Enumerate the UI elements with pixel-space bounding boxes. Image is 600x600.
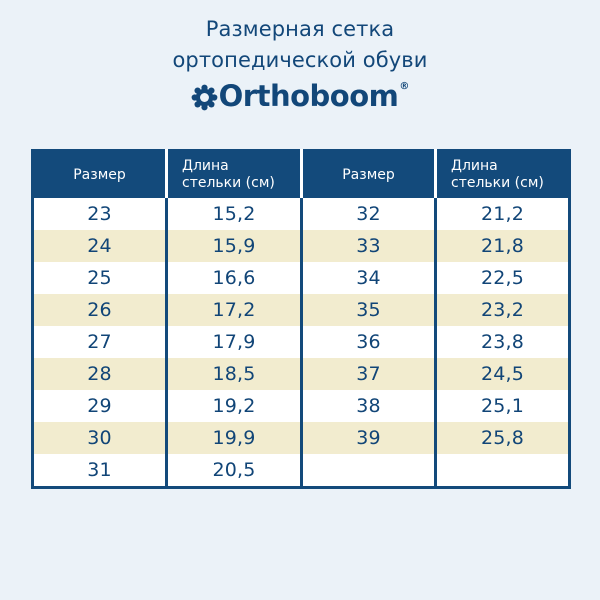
insole-length-cell: 22,5 — [436, 262, 570, 294]
table-row — [33, 230, 570, 262]
table-row — [33, 294, 570, 326]
header-size-left — [33, 151, 167, 199]
flower-logo-icon — [191, 84, 218, 111]
title-line-2: ортопедической обуви — [172, 48, 428, 72]
size-cell: 30 — [33, 422, 167, 454]
header-insole-left-line1: Длина — [182, 158, 229, 174]
size-cell: 32 — [302, 198, 436, 230]
size-cell: 35 — [302, 294, 436, 326]
table-row — [33, 326, 570, 358]
size-cell: 25 — [33, 262, 167, 294]
insole-length-cell: 18,5 — [167, 358, 302, 390]
size-cell: 28 — [33, 358, 167, 390]
insole-length-cell: 16,6 — [167, 262, 302, 294]
table-row — [33, 262, 570, 294]
size-chart-table — [31, 149, 571, 489]
title-line-1: Размерная сетка — [205, 17, 395, 41]
insole-length-cell — [436, 454, 570, 488]
size-cell: 34 — [302, 262, 436, 294]
size-cell: 24 — [33, 230, 167, 262]
insole-length-cell: 21,2 — [436, 198, 570, 230]
insole-length-cell: 23,2 — [436, 294, 570, 326]
header-insole-right-line1: Длина — [451, 158, 498, 174]
size-cell: 29 — [33, 390, 167, 422]
registered-mark: ® — [399, 80, 410, 92]
header-size-right — [302, 151, 436, 199]
insole-length-cell: 25,1 — [436, 390, 570, 422]
insole-length-cell: 25,8 — [436, 422, 570, 454]
header-size-left-label: Размер — [73, 166, 126, 183]
header-insole-right-line2: стельки (см) — [451, 175, 544, 191]
header-insole-right — [436, 151, 570, 199]
insole-length-cell: 21,8 — [436, 230, 570, 262]
header-insole-left-line2: стельки (см) — [182, 175, 275, 191]
table-row — [33, 198, 570, 230]
insole-length-cell: 15,9 — [167, 230, 302, 262]
insole-length-cell: 17,9 — [167, 326, 302, 358]
header-size-right-label: Размер — [342, 166, 395, 183]
insole-length-cell: 17,2 — [167, 294, 302, 326]
page-header — [0, 14, 600, 76]
table-header-row — [33, 151, 570, 199]
insole-length-cell: 19,2 — [167, 390, 302, 422]
insole-length-cell: 15,2 — [167, 198, 302, 230]
table-row — [33, 422, 570, 454]
insole-length-cell: 19,9 — [167, 422, 302, 454]
size-cell: 39 — [302, 422, 436, 454]
table-row — [33, 454, 570, 488]
brand-name: Orthoboom — [218, 79, 399, 113]
size-cell: 27 — [33, 326, 167, 358]
size-cell: 33 — [302, 230, 436, 262]
size-cell: 26 — [33, 294, 167, 326]
table-row — [33, 358, 570, 390]
insole-length-cell: 20,5 — [167, 454, 302, 488]
brand-logo — [0, 79, 600, 113]
brand-wordmark — [191, 79, 410, 113]
size-cell: 36 — [302, 326, 436, 358]
size-cell: 31 — [33, 454, 167, 488]
size-cell: 23 — [33, 198, 167, 230]
insole-length-cell: 24,5 — [436, 358, 570, 390]
size-cell — [302, 454, 436, 488]
table-row — [33, 390, 570, 422]
size-cell: 37 — [302, 358, 436, 390]
insole-length-cell: 23,8 — [436, 326, 570, 358]
header-insole-left — [167, 151, 302, 199]
size-cell: 38 — [302, 390, 436, 422]
